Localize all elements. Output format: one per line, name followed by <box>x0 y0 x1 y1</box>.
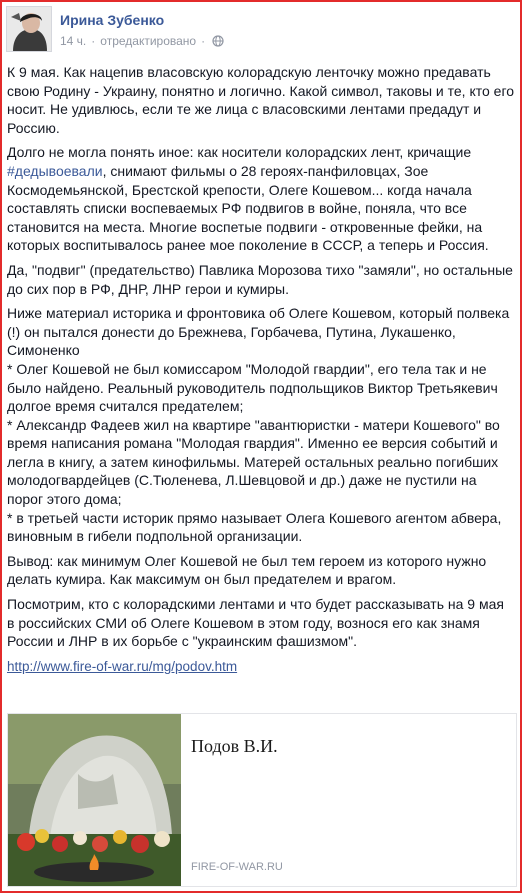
post-meta <box>60 34 224 50</box>
hashtag-link[interactable]: #дедывоевали <box>7 162 103 179</box>
post-paragraph-2-end: , снимают фильмы о 28 героях-панфиловцах, Зое Космодемьянской, Брестской крепости, Олеге Кошевом... когда начала составлять списки воспеваемых РФ подвигов в войне, поняла, что все становится на места. Многие воспетые подвиги - откровенные фейки, на которых воспитывалось ранее мое поколение в СССР, а теперь и Россия. <box>7 162 489 254</box>
post-header <box>6 6 506 54</box>
globe-icon[interactable] <box>212 35 224 50</box>
post-time[interactable]: 14 ч. <box>60 34 87 48</box>
meta-separator-2: · <box>201 34 206 48</box>
author-name[interactable]: Ирина Зубенко <box>60 12 165 28</box>
edited-label[interactable]: отредактировано <box>100 34 197 48</box>
preview-title[interactable]: Подов В.И. <box>191 736 278 756</box>
post-bullet-2: * Александр Фадеев жил на квартире "авантюристки - матери Кошевого" во время написания романа "Молодая гвардия". Именно ее версия событий и легла в книгу, а затем кинофильмы. Матерей остальных реально погибших молодогвардейцев (С.Тюленева, Л.Шевцовой и др.) даже не пустили на порог этого дома; <box>7 416 500 508</box>
post-bullet-3: * в третьей части историк прямо называет Олега Кошевого агентом абвера, виновным в гибели подпольной организации. <box>7 509 502 545</box>
meta-separator: · <box>91 34 96 48</box>
post-paragraph-2 <box>7 143 515 255</box>
post-paragraph-4: Ниже материал историка и фронтовика об Олеге Кошевом, который полвека (!) он пытался донести до Брежнева, Горбачева, Путина, Лукашенко, Симоненко <box>7 305 510 359</box>
post-paragraph-2-start: Долго не могла понять иное: как носители колорадских лент, кричащие <box>7 144 472 161</box>
preview-domain: FIRE-OF-WAR.RU <box>191 861 283 873</box>
link-preview-card[interactable] <box>7 713 517 887</box>
post-paragraph-3: Да, "подвиг" (предательство) Павлика Морозова тихо "замяли", но остальные до сих пор в РФ, ДНР, ЛНР герои и кумиры. <box>7 261 513 297</box>
post-link[interactable]: http://www.fire-of-war.ru/mg/podov.htm <box>7 658 238 674</box>
post-bullet-1: * Олег Кошевой не был комиссаром "Молодой гвардии", его тела так и не было найдено. Реальный руководитель подпольщиков Виктор Третьякевич долгое время считался предателем; <box>7 360 498 415</box>
post-paragraph-1: К 9 мая. Как нацепив власовскую колорадскую ленточку можно предавать свою Родину - Украину, понятно и логично. Какой символ, таковы и те, кто его носит. Не удивлюсь, если те же лица с власовскими лентами предадут и Россию. <box>7 64 515 136</box>
preview-image[interactable] <box>8 714 181 886</box>
post-body <box>7 63 515 682</box>
post-link-line <box>7 657 515 677</box>
avatar[interactable] <box>6 6 52 52</box>
post-paragraph-5: Вывод: как минимум Олег Кошевой не был тем героем из которого нужно делать кумира. Как максимум он был предателем и врагом. <box>7 552 487 588</box>
post-paragraph-6: Посмотрим, кто с колорадскими лентами и что будет рассказывать на 9 мая в российских СМИ об Олеге Кошевом в этом году, вознося его как знамя России и ЛНР в их борьбе с "украинским фашизмом". <box>7 596 504 650</box>
